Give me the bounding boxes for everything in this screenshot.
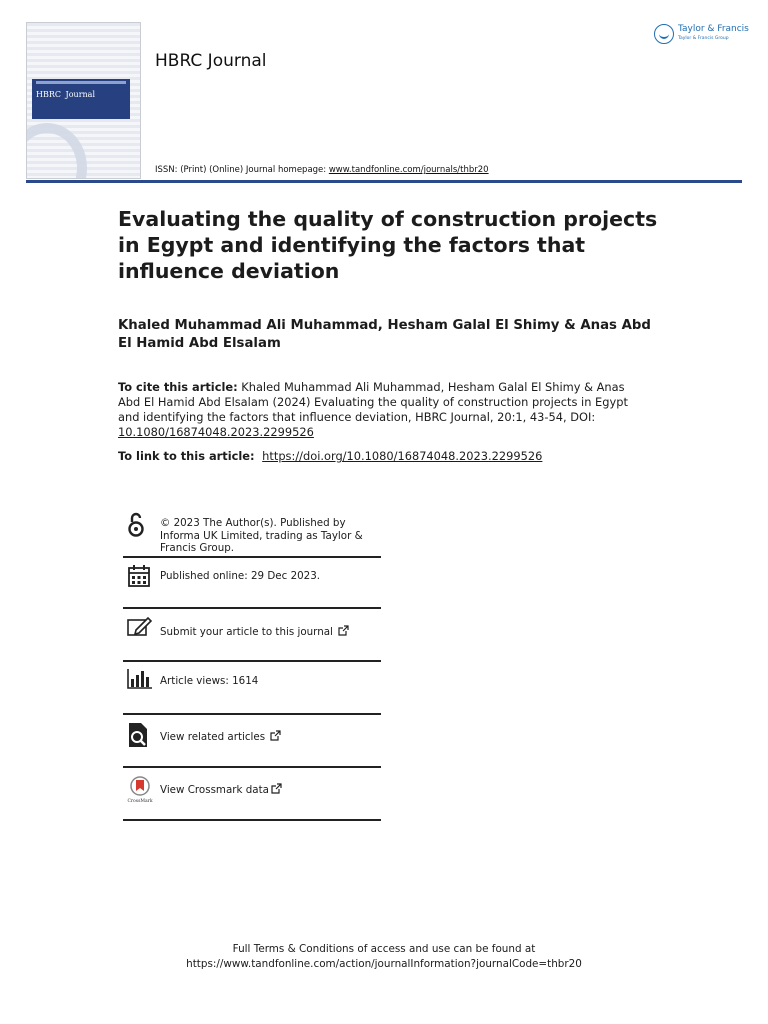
publisher-name: Taylor & Francis (678, 24, 749, 34)
published-date: Published online: 29 Dec 2023. (160, 570, 321, 582)
cover-title: HBRC (36, 90, 61, 99)
related-row[interactable] (123, 716, 381, 766)
cover-badge (32, 79, 130, 119)
related-articles-icon (127, 722, 149, 748)
header-rule (26, 180, 742, 183)
footer-terms-url[interactable]: https://www.tandfonline.com/action/journalInformation?journalCode=thbr20 (186, 958, 582, 970)
related-link[interactable] (160, 730, 384, 744)
article-link-line (118, 449, 678, 464)
crossmark-icon-text: CrossMark (127, 799, 153, 804)
submit-link[interactable] (160, 625, 384, 639)
article-authors: Khaled Muhammad Ali Muhammad, Hesham Galal El Shimy & Anas Abd El Hamid Abd Elsalam (118, 318, 651, 351)
edit-icon (127, 616, 153, 638)
taylor-francis-logo-icon (654, 24, 674, 44)
crossmark-link[interactable] (160, 783, 384, 797)
license-text: © 2023 The Author(s). Published by Informa UK Limited, trading as Taylor & Francis Group. (160, 517, 363, 554)
published-row (123, 558, 381, 606)
publisher-group: Taylor & Francis Group (678, 36, 729, 41)
divider (123, 819, 381, 821)
divider (123, 713, 381, 715)
issn-line (155, 165, 489, 175)
taylor-francis-logo[interactable] (654, 22, 749, 48)
open-access-icon (127, 512, 145, 538)
article-views: Article views: 1614 (160, 675, 259, 687)
external-link-icon (270, 730, 281, 741)
related-label: View related articles (160, 731, 266, 743)
crossmark-label: View Crossmark data (160, 784, 269, 796)
cite-label: To cite this article: (118, 380, 238, 394)
article-doi-link[interactable]: https://doi.org/10.1080/16874048.2023.2299526 (262, 449, 543, 463)
issn-label: ISSN: (Print) (Online) Journal homepage: (155, 165, 327, 175)
footer-terms-text: Full Terms & Conditions of access and use can be found at (232, 943, 536, 955)
footer (0, 942, 768, 972)
calendar-icon (127, 564, 151, 588)
views-row (123, 662, 381, 712)
license-row (123, 510, 381, 556)
external-link-icon (271, 783, 282, 794)
cover-decoration (26, 123, 87, 179)
cover-subtitle: Journal (65, 90, 96, 99)
article-title: Evaluating the quality of construction projects in Egypt and identifying the factors that influence deviation (118, 207, 658, 283)
journal-homepage-link[interactable]: www.tandfonline.com/journals/thbr20 (328, 165, 489, 175)
journal-cover-image (26, 22, 141, 179)
external-link-icon (338, 625, 349, 636)
link-label: To link to this article: (118, 449, 255, 463)
submit-label: Submit your article to this journal (160, 626, 333, 638)
citation-block (118, 380, 628, 440)
crossmark-icon (127, 776, 153, 804)
divider (123, 766, 381, 768)
submit-row[interactable] (123, 610, 381, 660)
crossmark-row[interactable] (123, 769, 381, 819)
cite-text: Khaled Muhammad Ali Muhammad, Hesham Galal El Shimy & Anas Abd El Hamid Abd Elsalam (2024) Evaluating the quality of construction projects in Egypt and identifying the factors that influence deviation, HBRC Journal, 20:1, 43-54, DOI: (118, 380, 628, 424)
cite-doi-link[interactable]: 10.1080/16874048.2023.2299526 (118, 425, 314, 439)
bar-chart-icon (127, 668, 153, 690)
journal-title: HBRC Journal (155, 51, 267, 71)
divider (123, 607, 381, 609)
